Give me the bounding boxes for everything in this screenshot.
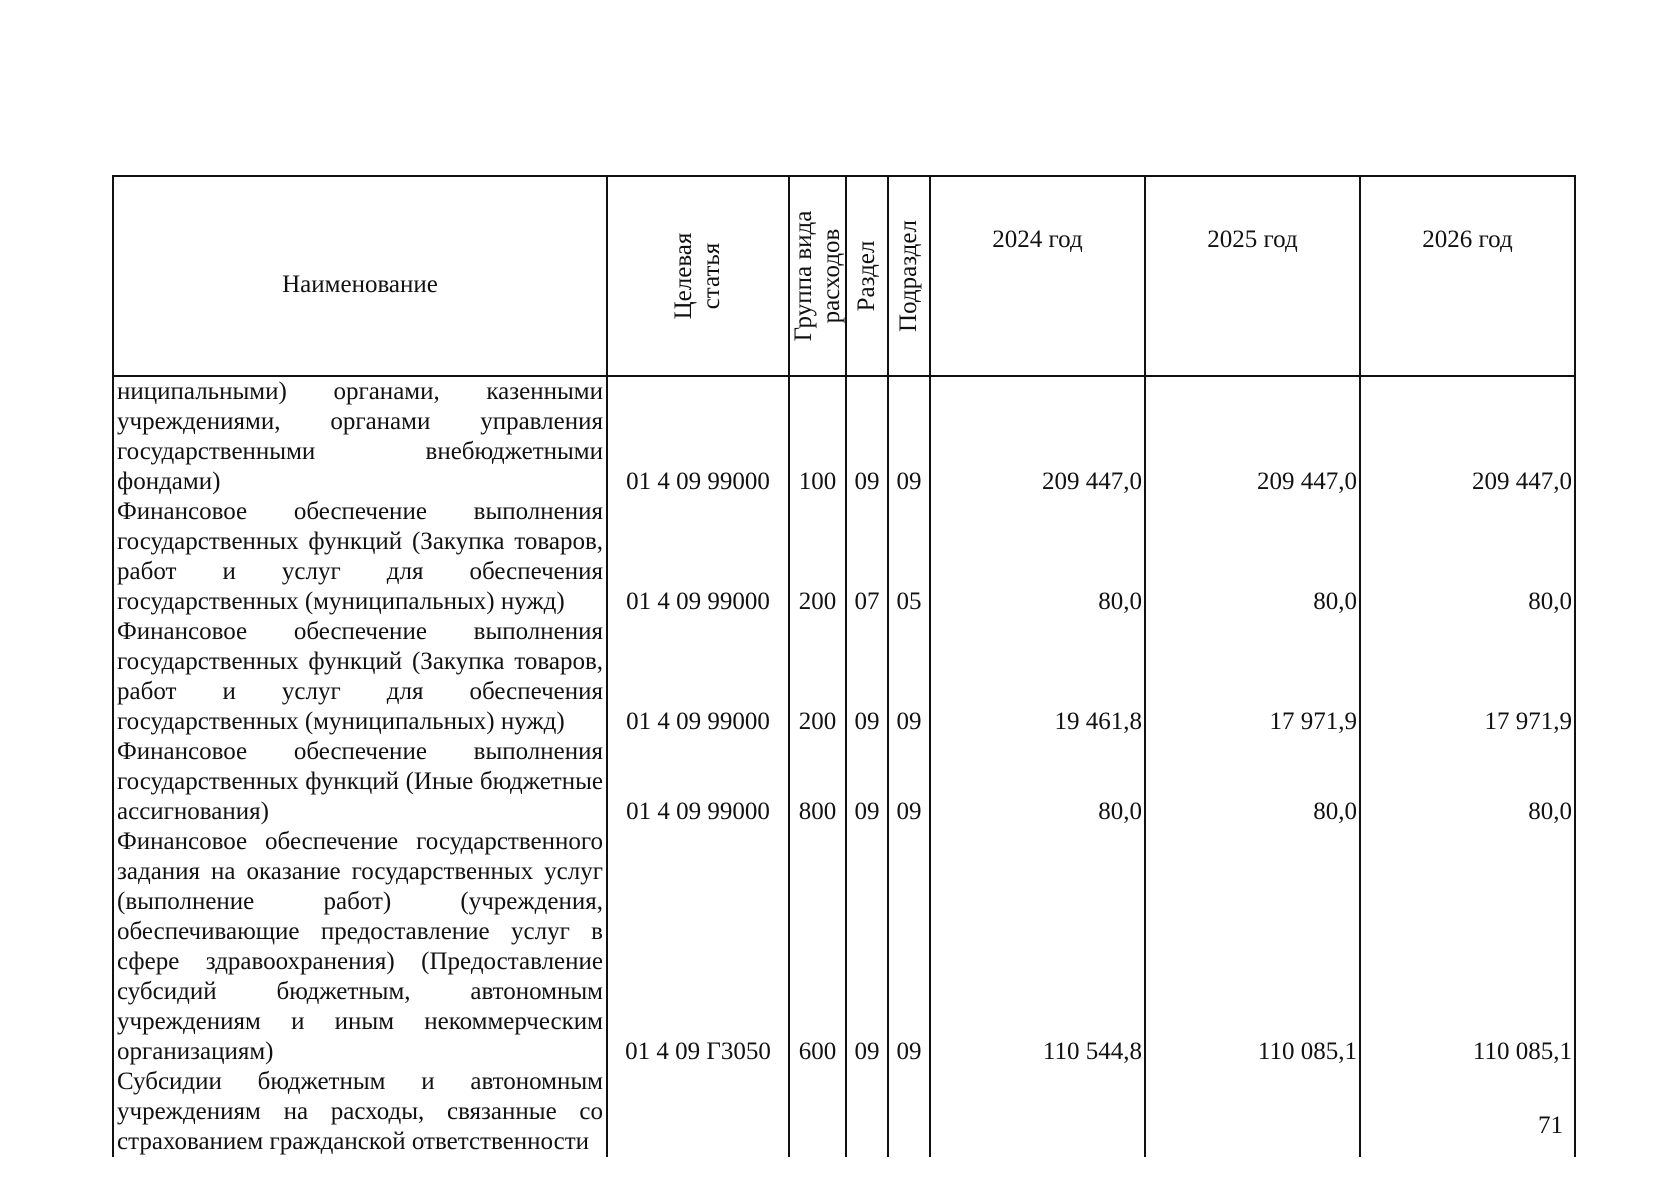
row-2026-amount-cell: 80,0 [1360, 737, 1575, 827]
row-subsection-cell: 09 [888, 376, 930, 497]
row-target-article-cell: 01 4 09 99000 [607, 737, 789, 827]
table-row [113, 1067, 1575, 1157]
row-expense-group-cell: 100 [789, 376, 846, 497]
row-expense-group-cell: 200 [789, 617, 846, 737]
row-2024-amount-cell: 209 447,0 [930, 376, 1145, 497]
row-target-article-cell: 01 4 09 99000 [607, 497, 789, 617]
row-subsection-cell: 09 [888, 617, 930, 737]
page-number: 71 [1538, 1112, 1563, 1139]
row-target-article-cell: 01 4 09 99000 [607, 376, 789, 497]
header-target-article-line2: статья [698, 242, 725, 310]
row-name-cell: ниципальными) органами, казенными учреждениями, органами управления государственными внебюджетными фондами) [113, 376, 607, 497]
table-row [113, 497, 1575, 617]
row-2026-amount-cell: 110 085,1 [1360, 827, 1575, 1067]
header-target-article [607, 176, 789, 376]
row-subsection-cell [888, 1067, 930, 1157]
header-section [846, 176, 888, 376]
row-subsection-cell: 09 [888, 737, 930, 827]
row-2025-amount-cell: 110 085,1 [1145, 827, 1360, 1067]
row-name-cell: Субсидии бюджетным и автономным учреждениям на расходы, связанные со страхованием гражданской ответственности [113, 1067, 607, 1157]
row-section-cell [846, 1067, 888, 1157]
header-subsection-label: Подраздел [895, 220, 922, 332]
header-section-label: Раздел [853, 240, 880, 312]
row-2024-amount-cell [930, 1067, 1145, 1157]
row-2024-amount-cell: 110 544,8 [930, 827, 1145, 1067]
header-year-2024: 2024 год [930, 176, 1145, 376]
row-2025-amount-cell: 17 971,9 [1145, 617, 1360, 737]
header-subsection [888, 176, 930, 376]
table-row [113, 827, 1575, 1067]
table-row [113, 737, 1575, 827]
row-name-cell: Финансовое обеспечение выполнения государственных функций (Закупка товаров, работ и услуг для обеспечения государственных (муниципальных) нужд) [113, 617, 607, 737]
row-name-cell: Финансовое обеспечение государственного задания на оказание государственных услуг (выполнение работ) (учреждения, обеспечивающие предоставление услуг в сфере здравоохранения) (Предоставление субсидий бюджетным, автономным учреждениям и иным некоммерческим организациям) [113, 827, 607, 1067]
row-2024-amount-cell: 80,0 [930, 497, 1145, 617]
row-2026-amount-cell: 17 971,9 [1360, 617, 1575, 737]
row-2025-amount-cell: 80,0 [1145, 737, 1360, 827]
row-section-cell: 07 [846, 497, 888, 617]
header-name: Наименование [113, 176, 607, 376]
row-2025-amount-cell: 80,0 [1145, 497, 1360, 617]
header-target-article-line1: Целевая [670, 232, 697, 320]
row-target-article-cell: 01 4 09 99000 [607, 617, 789, 737]
row-section-cell: 09 [846, 827, 888, 1067]
row-subsection-cell: 09 [888, 827, 930, 1067]
header-expense-group-line1: Группа вида [789, 210, 817, 342]
row-target-article-cell [607, 1067, 789, 1157]
row-expense-group-cell: 200 [789, 497, 846, 617]
budget-table [112, 175, 1576, 1157]
row-2025-amount-cell [1145, 1067, 1360, 1157]
row-subsection-cell: 05 [888, 497, 930, 617]
row-section-cell: 09 [846, 376, 888, 497]
row-2025-amount-cell: 209 447,0 [1145, 376, 1360, 497]
header-year-2025: 2025 год [1145, 176, 1360, 376]
header-expense-group-line2: расходов [817, 228, 845, 324]
row-expense-group-cell [789, 1067, 846, 1157]
row-expense-group-cell: 800 [789, 737, 846, 827]
table-row [113, 376, 1575, 497]
row-section-cell: 09 [846, 737, 888, 827]
row-name-cell: Финансовое обеспечение выполнения государственных функций (Иные бюджетные ассигнования) [113, 737, 607, 827]
row-section-cell: 09 [846, 617, 888, 737]
row-2026-amount-cell: 80,0 [1360, 497, 1575, 617]
header-expense-group [789, 176, 846, 376]
row-2026-amount-cell: 209 447,0 [1360, 376, 1575, 497]
row-expense-group-cell: 600 [789, 827, 846, 1067]
row-2024-amount-cell: 80,0 [930, 737, 1145, 827]
row-target-article-cell: 01 4 09 Г3050 [607, 827, 789, 1067]
header-year-2026: 2026 год [1360, 176, 1575, 376]
row-2024-amount-cell: 19 461,8 [930, 617, 1145, 737]
table-header-row [113, 176, 1575, 376]
row-name-cell: Финансовое обеспечение выполнения государственных функций (Закупка товаров, работ и услуг для обеспечения государственных (муниципальных) нужд) [113, 497, 607, 617]
table-row [113, 617, 1575, 737]
